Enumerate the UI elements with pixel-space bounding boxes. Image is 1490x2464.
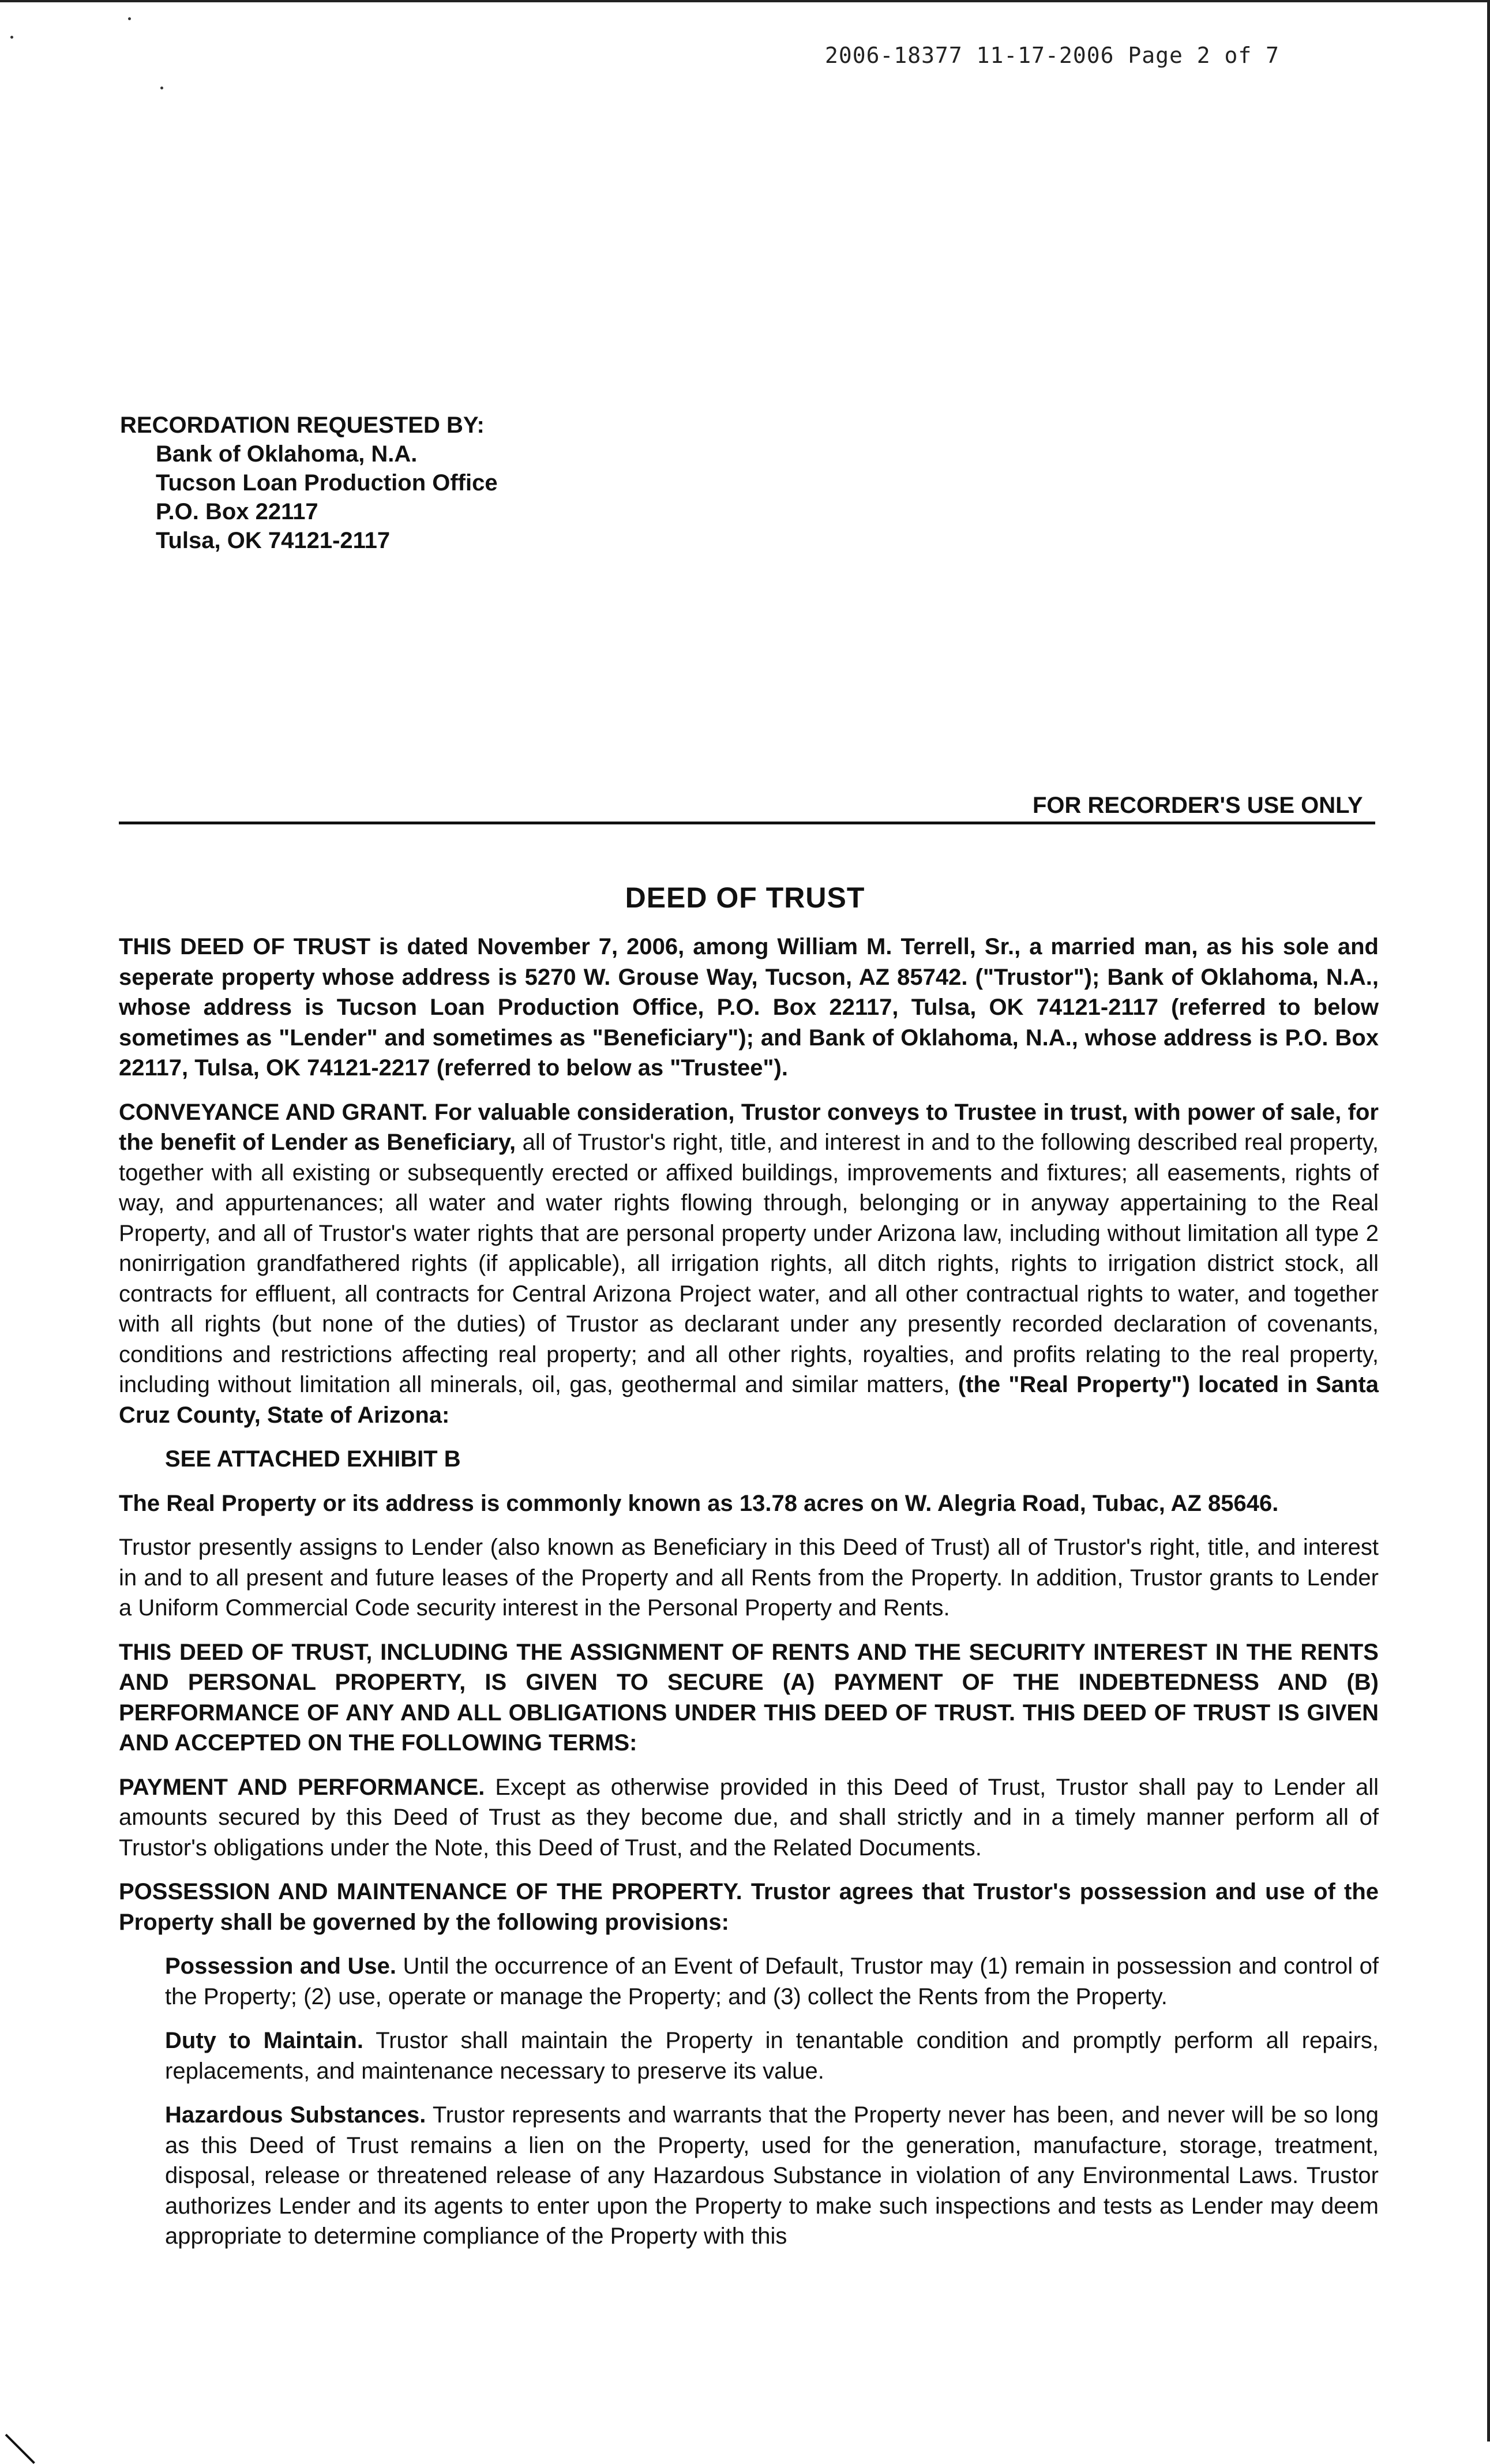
property-address	[119, 1488, 1379, 1519]
address-line: P.O. Box 22117	[156, 499, 318, 524]
scan-speck	[128, 17, 131, 20]
recording-header	[825, 43, 1279, 68]
address-line: Bank of Oklahoma, N.A.	[156, 441, 418, 467]
scan-border-top	[0, 0, 1490, 2]
possession-paragraph	[119, 1877, 1379, 1937]
item-heading: Possession and Use.	[165, 1953, 396, 1979]
security-clause: THIS DEED OF TRUST, INCLUDING THE ASSIGNMENT OF RENTS AND THE SECURITY INTEREST IN THE RENTS AND PERSONAL PROPERTY, IS GIVEN TO SECURE (A) PAYMENT OF THE INDEBTEDNESS AND (B) PERFORMANCE OF ANY AND ALL OBLIGATIONS UNDER THIS DEED OF TRUST. THIS DEED OF TRUST IS GIVEN AND ACCEPTED ON THE FOLLOWING TERMS:	[119, 1639, 1379, 1756]
recordation-label: RECORDATION REQUESTED BY:	[120, 412, 485, 438]
conveyance-tail: (the "Real Property") located in Santa Cruz County, State of Arizona:	[119, 1372, 1379, 1428]
scan-border-right	[1487, 0, 1490, 2442]
recorder-use-label: FOR RECORDER'S USE ONLY	[1033, 793, 1363, 818]
conveyance-heading: CONVEYANCE AND GRANT.	[119, 1099, 428, 1125]
page-indicator: Page 2 of 7	[1128, 43, 1280, 68]
recordation-block	[120, 411, 498, 555]
conveyance-paragraph	[119, 1097, 1379, 1431]
item-text: Trustor shall maintain the Property in tenantable condition and promptly perform all repairs, replacements, and maintenance necessary to preserve its value.	[165, 2028, 1379, 2084]
item-heading: Hazardous Substances.	[165, 2102, 426, 2128]
possession-heading: POSSESSION AND MAINTENANCE OF THE PROPERTY.	[119, 1879, 742, 1904]
possession-item	[119, 2026, 1379, 2086]
item-heading: Duty to Maintain.	[165, 2028, 363, 2053]
assignment-paragraph: Trustor presently assigns to Lender (also known as Beneficiary in this Deed of Trust) all of Trustor's right, title, and interest in and to all present and future leases of the Property and all Rents from the Property. In addition, Trustor grants to Lender a Uniform Commercial Code security interest in the Personal Property and Rents.	[119, 1535, 1379, 1621]
possession-item	[119, 1951, 1379, 2012]
payment-text: Except as otherwise provided in this Deed of Trust, Trustor shall pay to Lender all amounts secured by this Deed of Trust as they become due, and shall strictly and in a timely manner perform all of Trustor's obligations under the Note, this Deed of Trust, and the Related Documents.	[119, 1774, 1379, 1861]
property-address-label: The Real Property or its address is commonly known as	[119, 1490, 733, 1516]
scan-speck	[160, 87, 163, 89]
conveyance-text: all of Trustor's right, title, and interest in and to the following described real property, together with all existing or subsequently erected or affixed buildings, improvements and fixtures; all easements, rights of way, and appurtenances; all water and water rights flowing through, belonging or in anyway appertaining to the Real Property, and all of Trustor's water rights that are personal property under Arizona law, including without limitation all type 2 nonirrigation grandfathered rights (if applicable), all irrigation rights, all ditch rights, rights to irrigation district stock, all contracts for effluent, all contracts for Central Arizona Project water, and all other contractual rights to water, and together with all rights (but none of the duties) of Trustor as declarant under any presently recorded declaration of covenants, conditions and restrictions affecting real property; and all other rights, royalties, and profits relating to the real property, including without limitation all minerals, oil, gas, geothermal and similar matters,	[119, 1130, 1379, 1397]
address-line: Tucson Loan Production Office	[156, 470, 498, 496]
property-address-value: 13.78 acres on W. Alegria Road, Tubac, AZ 85646.	[739, 1490, 1279, 1516]
payment-paragraph	[119, 1772, 1379, 1863]
scan-speck	[10, 36, 13, 39]
conveyance-lead: For valuable consideration, Trustor conveys to Trustee in trust, with power of sale, for the benefit of Lender as Beneficiary,	[119, 1099, 1379, 1155]
document-title: DEED OF TRUST	[625, 882, 865, 914]
item-text: Until the occurrence of an Event of Default, Trustor may (1) remain in possession and control of the Property; (2) use, operate or manage the Property; and (3) collect the Rents from the Property.	[165, 1953, 1379, 2009]
exhibit-reference: SEE ATTACHED EXHIBIT B	[165, 1446, 461, 1472]
scan-corner-mark	[5, 2434, 35, 2464]
document-number: 2006-18377	[825, 43, 963, 68]
payment-heading: PAYMENT AND PERFORMANCE.	[119, 1774, 485, 1800]
document-body	[119, 932, 1379, 2266]
intro-paragraph: THIS DEED OF TRUST is dated November 7, 2006, among William M. Terrell, Sr., a married man, as his sole and seperate property whose address is 5270 W. Grouse Way, Tucson, AZ 85742. ("Trustor"); Bank of Oklahoma, N.A., whose address is Tucson Loan Production Office, P.O. Box 22117, Tulsa, OK 74121-2117 (referred to below sometimes as "Lender" and sometimes as "Beneficiary"); and Bank of Oklahoma, N.A., whose address is P.O. Box 22117, Tulsa, OK 74121-2217 (referred to below as "Trustee").	[119, 934, 1379, 1081]
recording-date: 11-17-2006	[976, 43, 1114, 68]
possession-item	[119, 2100, 1379, 2252]
item-text: Trustor represents and warrants that the Property never has been, and never will be so long as this Deed of Trust remains a lien on the Property, used for the generation, manufacture, storage, treatment, disposal, release or threatened release of any Hazardous Substance in violation of any Environmental Laws. Trustor authorizes Lender and its agents to enter upon the Property to make such inspections and tests as Lender may deem appropriate to determine compliance of the Property with this	[165, 2102, 1379, 2249]
address-line: Tulsa, OK 74121-2117	[156, 528, 391, 553]
possession-lead: Trustor agrees that Trustor's possession and use of the Property shall be governed by the following provisions:	[119, 1879, 1379, 1935]
recorder-divider	[119, 822, 1375, 824]
